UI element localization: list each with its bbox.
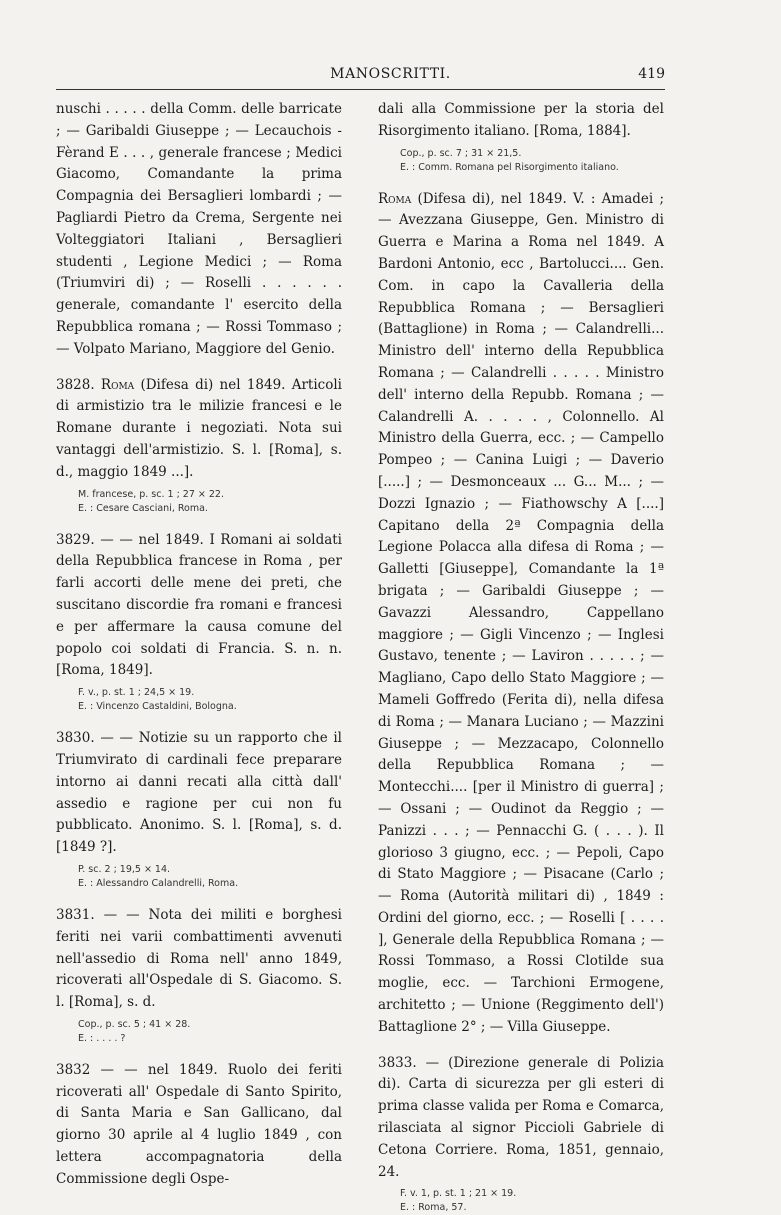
entry-source: E. : Comm. Romana pel Risorgimento italiano.: [400, 161, 619, 173]
left-column: [56, 99, 342, 1191]
page-header-title: MANOSCRITTI.: [330, 66, 451, 82]
entry-number: 3830.: [56, 730, 95, 747]
entry-number: 3828.: [56, 376, 95, 393]
entry-text: (Difesa di) nel 1849. Articoli di armistizio tra le milizie francesi e le Romane durante i negoziati. Nota sui vantaggi dell'armistizio. S. l. [Roma], s. d., maggio 1849 ...].: [56, 376, 342, 480]
entry-3829: [56, 530, 342, 715]
entry-3833: [378, 1053, 664, 1215]
entry-heading: Roma: [100, 376, 135, 393]
entry-roma-cross-reference: [378, 189, 664, 1039]
entry-continuation: [56, 99, 342, 361]
entry-description: M. francese, p. sc. 1 ; 27 × 22.: [78, 488, 224, 500]
entry-number: 3833.: [378, 1054, 417, 1071]
entry-number: 3829.: [56, 531, 95, 548]
entry-source: E. : Vincenzo Castaldini, Bologna.: [78, 701, 237, 713]
entry-source: E. : Cesare Casciani, Roma.: [78, 502, 208, 514]
entry-description: Cop., p. sc. 7 ; 31 × 21,5.: [400, 147, 522, 159]
entry-source: E. : Roma, 57.: [400, 1202, 467, 1214]
entry-number: 3831.: [56, 906, 95, 923]
entry-description: Cop., p. sc. 5 ; 41 × 28.: [78, 1018, 191, 1030]
header-rule: [56, 89, 665, 90]
entry-source: E. : . . . . ?: [78, 1032, 126, 1044]
entry-description: F. v., p. st. 1 ; 24,5 × 19.: [78, 687, 195, 699]
entry-3832: [56, 1060, 342, 1191]
entry-heading: Roma: [378, 190, 412, 207]
entry-text: nuschi . . . . . della Comm. delle barricate ; — Garibaldi Giuseppe ; — Lecauchois - Fèrand E . . . , generale francese ; Medici Giacomo, Comandante la prima Compagnia dei Bersaglieri lombardi ; — Pagliardi Pietro da Crema, Sergente nei Volteggiatori Italiani , Bersaglieri studenti , Legione Medici ; — Roma (Triumviri di) ; — Roselli . . . . . . generale, comandante l' esercito della Repubblica romana ; — Rossi Tommaso ; — Volpato Mariano, Maggiore del Genio.: [56, 101, 342, 357]
entry-description: P. sc. 2 ; 19,5 × 14.: [78, 863, 171, 875]
page-number: 419: [638, 66, 665, 82]
entry-continuation: [378, 99, 664, 175]
entry-text: — — Nota dei militi e borghesi feriti nei varii combattimenti avvenuti nell'assedio di Roma nell' anno 1849, ricoverati all'Ospedale di S. Giacomo. S. l. [Roma], s. d.: [56, 906, 342, 1011]
entry-text: (Difesa di), nel 1849. V. : Amadei ; — Avezzana Giuseppe, Gen. Ministro di Guerra e Marina a Roma nel 1849. A Bardoni Antonio, ecc , Bartolucci.... Gen. Com. in capo la Cavalleria della Repubblica Romana ; — Bersaglieri (Battaglione) in Roma ; — Calandrelli... Ministro dell' interno della Repubblica Romana ; — Calandrelli . . . . . Ministro dell' interno della Repubb. Romana ; — Calandrelli A. . . . . , Colonnello. Al Ministro della Guerra, ecc. ; — Campello Pompeo ; — Canina Luigi ; — Daverio [.....] ; — Desmonceaux ... G... M... ; — Dozzi Ignazio ; — Fiathowschy A [....] Capitano della 2ª Compagnia della Legione Polacca alla difesa di Roma ; — Galletti [Giuseppe], Comandante la 1ª brigata ; — Garibaldi Giuseppe ; — Gavazzi Alessandro, Cappellano maggiore ; — Gigli Vincenzo ; — Inglesi Gustavo, tenente ; — Laviron . . . . . ; — Magliano, Capo dello Stato Maggiore ; — Mameli Goffredo (Ferita di), nella difesa di Roma ; — Manara Luciano ; — Mazzini Giuseppe ; — Mezzacapo, Colonnello della Repubblica Romana ; — Montecchi.... [per il Ministro di guerra] ; — Ossani ; — Oudinot da Reggio ; — Panizzi . . . ; — Pennacchi G. ( . . . ). Il glorioso 3 giugno, ecc. ; — Pepoli, Capo di Stato Maggiore ; — Pisacane (Carlo ; — Roma (Autorità militari di) , 1849 : Ordini del giorno, ecc. ; — Roselli [ . . . . ], Generale della Repubblica Romana ; — Rossi Tommaso, a Rossi Clotilde sua moglie, ecc. — Tarchioni Ermogene, architetto ; — Unione (Reggimento dell') Battaglione 2° ; — Villa Giuseppe.: [378, 190, 664, 1035]
right-column: [378, 99, 664, 1215]
entry-description: F. v. 1, p. st. 1 ; 21 × 19.: [400, 1188, 517, 1200]
entry-number: 3832: [56, 1061, 91, 1078]
entry-text: dali alla Commissione per la storia del Risorgimento italiano. [Roma, 1884].: [378, 101, 664, 139]
entry-3831: [56, 905, 342, 1046]
entry-source: E. : Alessandro Calandrelli, Roma.: [78, 877, 239, 889]
entry-3828: [56, 375, 342, 516]
entry-3830: [56, 728, 342, 891]
entry-text: — — nel 1849. Ruolo dei feriti ricoverati all' Ospedale di Santo Spirito, di Santa Maria e San Gallicano, dal giorno 30 aprile al 4 luglio 1849 , con lettera accompagnatoria della Commissione degli Ospe-: [56, 1061, 342, 1187]
entry-text: — — nel 1849. I Romani ai soldati della Repubblica francese in Roma , per farli accorti delle mene dei preti, che suscitano discordie fra romani e francesi e per affermare la causa comune del popolo coi soldati di Francia. S. n. n. [Roma, 1849].: [56, 531, 342, 679]
entry-text: — — Notizie su un rapporto che il Triumvirato di cardinali fece preparare intorno ai danni recati alla città dall' assedio e ragione per cui non fu pubblicato. Anonimo. S. l. [Roma], s. d. [1849 ?].: [56, 730, 342, 856]
entry-text: — (Direzione generale di Polizia di). Carta di sicurezza per gli esteri di prima classe valida per Roma e Comarca, rilasciata al signor Piccioli Gabriele di Cetona Corriere. Roma, 1851, gennaio, 24.: [378, 1054, 664, 1180]
